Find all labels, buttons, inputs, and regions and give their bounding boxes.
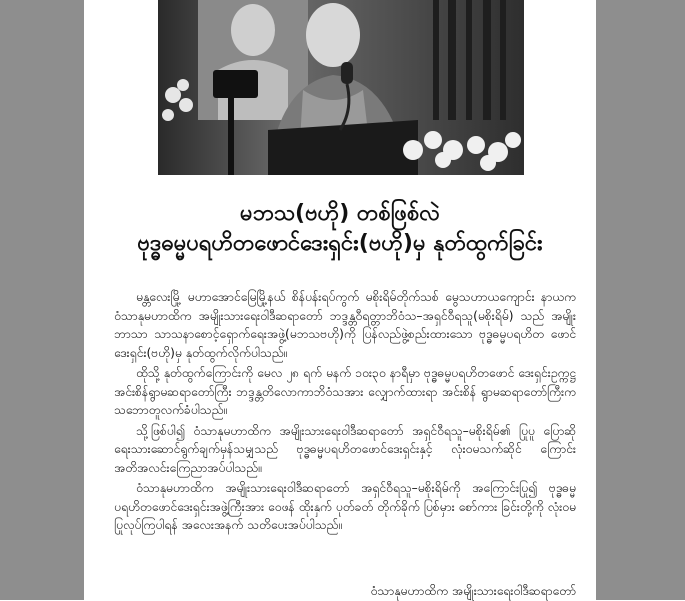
photo-illustration (158, 0, 524, 175)
signature-line: ဝံသာနုမဟာထိက အမျိုးသားရေးဝါဒီဆရာတော် (370, 584, 576, 598)
news-photo (158, 0, 524, 175)
paragraph: ဝံသာနုမဟာထိက အမျိုးသားရေးဝါဒီဆရာတော် အရှင်ဝီရသူ–မစိုးရိမ်ကို အကြောင်းပြု၍ ဗုဒ္ဓဓမ္မပရဟိတဖောင်ဒေးရှင်းအဖွဲ့ကြီးအား ဝေဖန် ထိုးနှက် ပုတ်ခတ် တိုက်ခိုက် ပြစ်မှား စော်ကား ခြင်းတို့ကို လုံးဝမပြုလုပ်ကြပါရန် အလေးအနက် သတိပေးအပ်ပါသည်။ (114, 481, 576, 532)
paragraph: သို့ဖြစ်ပါ၍ ဝံသာနုမဟာထိက အမျိုးသားရေးဝါဒီဆရာတော် အရှင်ဝီရသူ–မစိုးရိမ်၏ ပြုပူ ပြောဆိုရေးသားဆောင်ရွက်ချက်မှန်သမျှသည် ဗုဒ္ဓဓမ္မပရဟိတဖောင်ဒေးရှင်းနှင့် လုံးဝမသက်ဆိုင် ကြောင်း အတိအလင်းကြေညာအပ်ပါသည်။ (114, 423, 576, 475)
headline-line-2: ဗုဒ္ဓဓမ္မပရဟိတဖောင်ဒေးရှင်း(ဗဟို)မှ နုတ်ထွက်ခြင်း (137, 231, 543, 256)
headline-line-1: မဘသ(ဗဟို) တစ်ဖြစ်လဲ (240, 201, 440, 226)
paragraph: မန္တလေးမြို့ မဟာအောင်မြေမြို့နယ် စိန်ပန်းရပ်ကွက် မစိုးရိမ်တိုက်သစ် မွေသဟာယကျောင်း နာယက ဝံသာနုမဟာထိက အမျိုးသားရေးဝါဒီဆရာတော် ဘဒ္ဒန္တဝီရတ္တာဘိဝံသ–အရှင်ဝီရသူ(မစိုးရိမ်) သည် အမျိုး ဘာသာ သာသနာစောင့်ရှောက်ရေးအဖွဲ့(မဘသဗဟို)ကို ပြန်လည်ဖွဲ့စည်းထားသော ဗုဒ္ဓဓမ္မပရဟိတ ဖောင်ဒေးရှင်း(ဗဟို)မှ နုတ်ထွက်လိုက်ပါသည်။ (114, 290, 576, 360)
paragraph: ထိုသို့ နုတ်ထွက်ကြောင်းကို မေလ ၂၈ ရက် မနက် ၁၀း၃၀ နာရီမှာ ဗုဒ္ဓဓမ္မပရဟိတဖောင် ဒေးရှင်းဥက္ကဋ္ဌ အင်းစိန်ရွာမဆရာတော်ကြီး ဘဒ္ဒန္တတိလောကာဘိဝံသအား လျှောက်ထားရာ အင်းစိန် ရွာမဆရာတော်ကြီးက သဘောတူလက်ခံပါသည်။ (114, 366, 576, 417)
article-body (114, 288, 576, 537)
